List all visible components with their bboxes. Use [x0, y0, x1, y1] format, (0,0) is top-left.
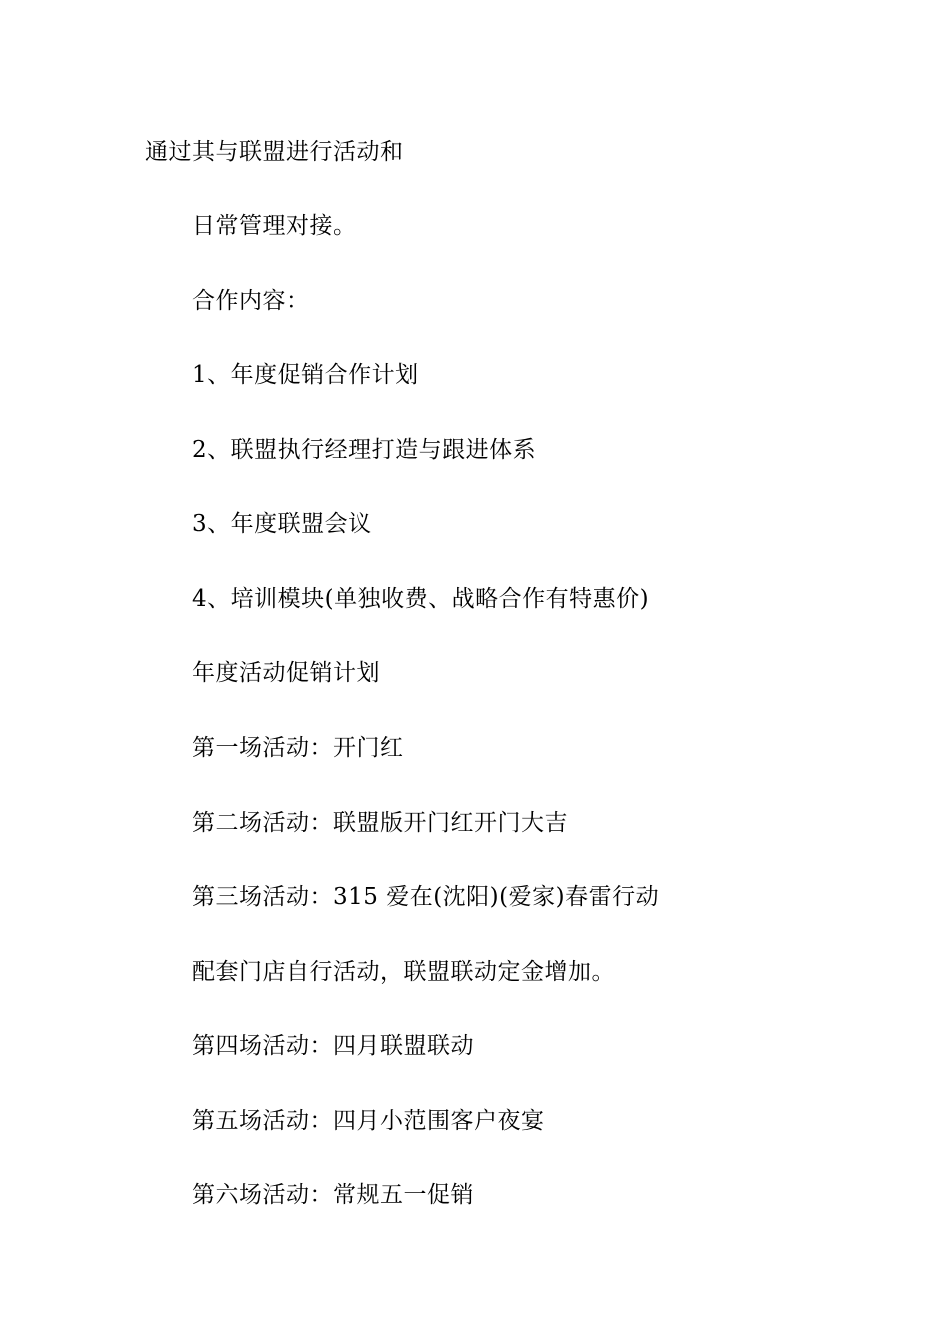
list-item: 3、年度联盟会议 [192, 511, 372, 537]
list-item: 1、年度促销合作计划 [192, 362, 419, 388]
paragraph-line: 日常管理对接。 [192, 213, 357, 239]
section-heading: 年度活动促销计划 [192, 660, 380, 686]
activity-item: 第二场活动：联盟版开门红开门大吉 [192, 810, 568, 836]
list-item: 2、联盟执行经理打造与跟进体系 [192, 437, 537, 463]
list-item: 4、培训模块(单独收费、战略合作有特惠价) [192, 586, 650, 612]
section-heading: 合作内容： [192, 288, 310, 314]
activity-item: 第五场活动：四月小范围客户夜宴 [192, 1108, 545, 1134]
activity-item: 第三场活动：315 爱在(沈阳)(爱家)春雷行动 [192, 884, 660, 910]
paragraph-line: 通过其与联盟进行活动和 [145, 139, 404, 165]
activity-item: 第一场活动：开门红 [192, 735, 404, 761]
activity-item: 第六场活动：常规五一促销 [192, 1182, 474, 1208]
paragraph-line: 配套门店自行活动，联盟联动定金增加。 [192, 959, 615, 985]
activity-item: 第四场活动：四月联盟联动 [192, 1033, 474, 1059]
